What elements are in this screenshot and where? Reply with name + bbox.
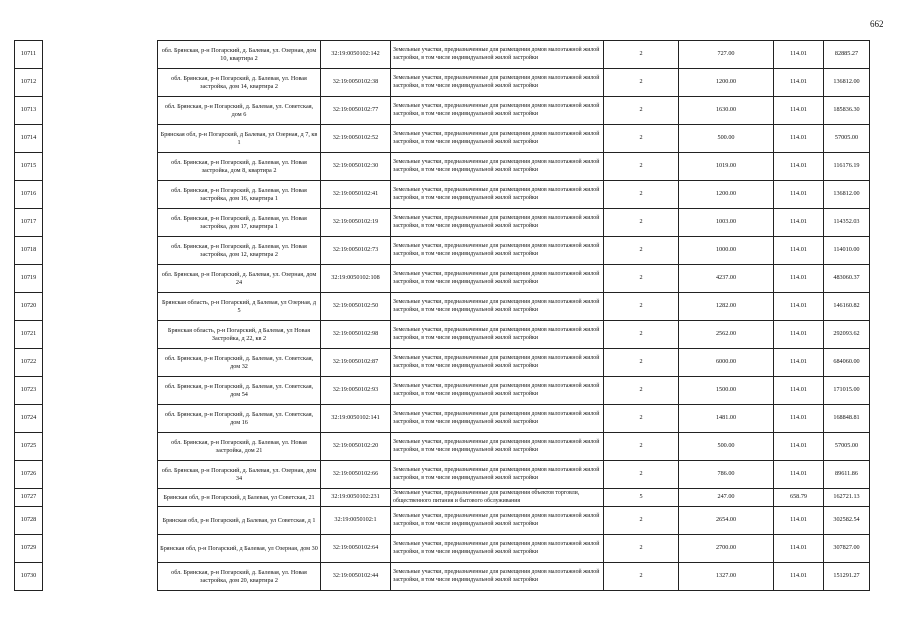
area-cell: 1200.00 [679, 181, 774, 209]
land-purpose-cell: Земельные участки, предназначенные для размещения домов малоэтажной жилой застройки, в том числе индивидуальной жилой застройки [391, 265, 604, 293]
land-purpose-cell: Земельные участки, предназначенные для размещения домов малоэтажной жилой застройки, в том числе индивидуальной жилой застройки [391, 125, 604, 153]
specific-value-cell: 114.01 [774, 377, 824, 405]
gap-cell [43, 433, 158, 461]
cadastral-number-cell: 32:19:0050102:73 [321, 237, 391, 265]
table-row [15, 237, 870, 265]
address-cell: Брянская обл, р-н Погарский, д Балевая, ул Советская, 21 [158, 489, 321, 507]
purpose-code-cell: 2 [604, 293, 679, 321]
gap-cell [43, 377, 158, 405]
area-cell: 727.00 [679, 41, 774, 69]
address-cell: обл. Брянская, р-н Погарский, д. Балевая, ул. Озерная, дом 10, квартира 2 [158, 41, 321, 69]
address-cell: обл. Брянская, р-н Погарский, д. Балевая, ул. Озерная, дом 24 [158, 265, 321, 293]
address-cell: обл. Брянская, р-н Погарский, д. Балевая, ул. Советская, дом 16 [158, 405, 321, 433]
specific-value-cell: 114.01 [774, 97, 824, 125]
area-cell: 1500.00 [679, 377, 774, 405]
specific-value-cell: 114.01 [774, 293, 824, 321]
cadastral-value-cell: 116176.19 [824, 153, 870, 181]
area-cell: 1282.00 [679, 293, 774, 321]
cadastral-value-cell: 185836.30 [824, 97, 870, 125]
gap-cell [43, 265, 158, 293]
address-cell: обл. Брянская, р-н Погарский, д. Балевая, ул. Новая застройка, дом 21 [158, 433, 321, 461]
address-cell: обл. Брянская, р-н Погарский, д. Балевая, ул. Новая застройка, дом 20, квартира 2 [158, 563, 321, 591]
land-purpose-cell: Земельные участки, предназначенные для размещения домов малоэтажной жилой застройки, в том числе индивидуальной жилой застройки [391, 97, 604, 125]
cadastral-number-cell: 32:19:0050102:44 [321, 563, 391, 591]
table-row [15, 321, 870, 349]
specific-value-cell: 114.01 [774, 321, 824, 349]
land-purpose-cell: Земельные участки, предназначенные для размещения домов малоэтажной жилой застройки, в том числе индивидуальной жилой застройки [391, 535, 604, 563]
purpose-code-cell: 2 [604, 181, 679, 209]
table-row [15, 265, 870, 293]
address-cell: Брянская область, р-н Погарский, д Балевая, ул Новая Застройка, д 22, кв 2 [158, 321, 321, 349]
cadastral-value-cell: 114010.00 [824, 237, 870, 265]
cadastral-value-cell: 307827.00 [824, 535, 870, 563]
gap-cell [43, 507, 158, 535]
address-cell: Брянская обл, р-н Погарский, д Балевая, ул Советская, д 1 [158, 507, 321, 535]
land-purpose-cell: Земельные участки, предназначенные для размещения домов малоэтажной жилой застройки, в том числе индивидуальной жилой застройки [391, 433, 604, 461]
land-purpose-cell: Земельные участки, предназначенные для размещения домов малоэтажной жилой застройки, в том числе индивидуальной жилой застройки [391, 41, 604, 69]
specific-value-cell: 114.01 [774, 265, 824, 293]
row-number-cell: 10716 [15, 181, 43, 209]
page-number: 662 [870, 19, 884, 29]
specific-value-cell: 114.01 [774, 405, 824, 433]
cadastral-number-cell: 32:19:0050102:52 [321, 125, 391, 153]
table-body [15, 41, 870, 591]
cadastral-number-cell: 32:19:0050102:231 [321, 489, 391, 507]
row-number-cell: 10727 [15, 489, 43, 507]
purpose-code-cell: 2 [604, 237, 679, 265]
row-number-cell: 10728 [15, 507, 43, 535]
table-row [15, 209, 870, 237]
cadastral-number-cell: 32:19:0050102:141 [321, 405, 391, 433]
area-cell: 4237.00 [679, 265, 774, 293]
purpose-code-cell: 5 [604, 489, 679, 507]
gap-cell [43, 461, 158, 489]
cadastral-number-cell: 32:19:0050102:66 [321, 461, 391, 489]
table-row [15, 377, 870, 405]
specific-value-cell: 114.01 [774, 125, 824, 153]
cadastral-value-cell: 292093.62 [824, 321, 870, 349]
area-cell: 786.00 [679, 461, 774, 489]
area-cell: 6000.00 [679, 349, 774, 377]
cadastral-value-cell: 146160.82 [824, 293, 870, 321]
row-number-cell: 10720 [15, 293, 43, 321]
area-cell: 1003.00 [679, 209, 774, 237]
land-purpose-cell: Земельные участки, предназначенные для размещения домов малоэтажной жилой застройки, в том числе индивидуальной жилой застройки [391, 209, 604, 237]
row-number-cell: 10719 [15, 265, 43, 293]
row-number-cell: 10715 [15, 153, 43, 181]
purpose-code-cell: 2 [604, 563, 679, 591]
land-purpose-cell: Земельные участки, предназначенные для размещения домов малоэтажной жилой застройки, в том числе индивидуальной жилой застройки [391, 377, 604, 405]
table-row [15, 181, 870, 209]
cadastral-number-cell: 32:19:0050102:142 [321, 41, 391, 69]
area-cell: 1000.00 [679, 237, 774, 265]
purpose-code-cell: 2 [604, 125, 679, 153]
land-purpose-cell: Земельные участки, предназначенные для размещения домов малоэтажной жилой застройки, в том числе индивидуальной жилой застройки [391, 237, 604, 265]
cadastral-value-cell: 114352.03 [824, 209, 870, 237]
area-cell: 1200.00 [679, 69, 774, 97]
table-row [15, 41, 870, 69]
gap-cell [43, 41, 158, 69]
table-row [15, 563, 870, 591]
table-row [15, 405, 870, 433]
cadastral-number-cell: 32:19:0050102:98 [321, 321, 391, 349]
purpose-code-cell: 2 [604, 535, 679, 563]
cadastral-value-cell: 162721.13 [824, 489, 870, 507]
table-row [15, 125, 870, 153]
purpose-code-cell: 2 [604, 97, 679, 125]
land-purpose-cell: Земельные участки, предназначенные для размещения домов малоэтажной жилой застройки, в том числе индивидуальной жилой застройки [391, 153, 604, 181]
specific-value-cell: 114.01 [774, 535, 824, 563]
gap-cell [43, 535, 158, 563]
table-row [15, 535, 870, 563]
row-number-cell: 10714 [15, 125, 43, 153]
cadastral-value-cell: 136812.00 [824, 181, 870, 209]
purpose-code-cell: 2 [604, 405, 679, 433]
address-cell: Брянская обл, р-н Погарский, д Балевая, ул Озерная, д 7, кв 1 [158, 125, 321, 153]
row-number-cell: 10722 [15, 349, 43, 377]
area-cell: 2654.00 [679, 507, 774, 535]
area-cell: 1481.00 [679, 405, 774, 433]
gap-cell [43, 97, 158, 125]
purpose-code-cell: 2 [604, 153, 679, 181]
cadastral-value-cell: 136812.00 [824, 69, 870, 97]
specific-value-cell: 114.01 [774, 41, 824, 69]
cadastral-number-cell: 32:19:0050102:64 [321, 535, 391, 563]
cadastral-number-cell: 32:19:0050102:77 [321, 97, 391, 125]
purpose-code-cell: 2 [604, 69, 679, 97]
gap-cell [43, 405, 158, 433]
purpose-code-cell: 2 [604, 41, 679, 69]
purpose-code-cell: 2 [604, 461, 679, 489]
table-row [15, 97, 870, 125]
row-number-cell: 10717 [15, 209, 43, 237]
address-cell: обл. Брянская, р-н Погарский, д. Балевая, ул. Советская, дом 54 [158, 377, 321, 405]
specific-value-cell: 114.01 [774, 433, 824, 461]
cadastral-value-cell: 82885.27 [824, 41, 870, 69]
cadastral-number-cell: 32:19:0050102:93 [321, 377, 391, 405]
row-number-cell: 10713 [15, 97, 43, 125]
land-purpose-cell: Земельные участки, предназначенные для размещения домов малоэтажной жилой застройки, в том числе индивидуальной жилой застройки [391, 507, 604, 535]
cadastral-value-cell: 151291.27 [824, 563, 870, 591]
gap-cell [43, 349, 158, 377]
row-number-cell: 10718 [15, 237, 43, 265]
land-purpose-cell: Земельные участки, предназначенные для размещения объектов торговли, общественного питания и бытового обслуживания [391, 489, 604, 507]
gap-cell [43, 293, 158, 321]
land-purpose-cell: Земельные участки, предназначенные для размещения домов малоэтажной жилой застройки, в том числе индивидуальной жилой застройки [391, 181, 604, 209]
gap-cell [43, 563, 158, 591]
cadastral-number-cell: 32:19:0050102:1 [321, 507, 391, 535]
cadastral-number-cell: 32:19:0050102:19 [321, 209, 391, 237]
cadastral-number-cell: 32:19:0050102:108 [321, 265, 391, 293]
area-cell: 1327.00 [679, 563, 774, 591]
specific-value-cell: 114.01 [774, 153, 824, 181]
table-row [15, 433, 870, 461]
land-purpose-cell: Земельные участки, предназначенные для размещения домов малоэтажной жилой застройки, в том числе индивидуальной жилой застройки [391, 461, 604, 489]
cadastral-value-cell: 89611.86 [824, 461, 870, 489]
specific-value-cell: 114.01 [774, 69, 824, 97]
area-cell: 247.00 [679, 489, 774, 507]
cadastral-number-cell: 32:19:0050102:50 [321, 293, 391, 321]
address-cell: обл. Брянская, р-н Погарский, д. Балевая, ул. Новая застройка, дом 12, квартира 2 [158, 237, 321, 265]
row-number-cell: 10723 [15, 377, 43, 405]
land-purpose-cell: Земельные участки, предназначенные для размещения домов малоэтажной жилой застройки, в том числе индивидуальной жилой застройки [391, 69, 604, 97]
table-row [15, 489, 870, 507]
purpose-code-cell: 2 [604, 507, 679, 535]
land-purpose-cell: Земельные участки, предназначенные для размещения домов малоэтажной жилой застройки, в том числе индивидуальной жилой застройки [391, 563, 604, 591]
specific-value-cell: 114.01 [774, 181, 824, 209]
row-number-cell: 10724 [15, 405, 43, 433]
area-cell: 500.00 [679, 433, 774, 461]
specific-value-cell: 114.01 [774, 507, 824, 535]
specific-value-cell: 114.01 [774, 209, 824, 237]
area-cell: 500.00 [679, 125, 774, 153]
cadastral-number-cell: 32:19:0050102:20 [321, 433, 391, 461]
purpose-code-cell: 2 [604, 321, 679, 349]
table-row [15, 461, 870, 489]
area-cell: 2700.00 [679, 535, 774, 563]
cadastral-value-cell: 57005.00 [824, 125, 870, 153]
area-cell: 1019.00 [679, 153, 774, 181]
row-number-cell: 10729 [15, 535, 43, 563]
address-cell: обл. Брянская, р-н Погарский, д. Балевая, ул. Новая застройка, дом 16, квартира 1 [158, 181, 321, 209]
row-number-cell: 10711 [15, 41, 43, 69]
gap-cell [43, 209, 158, 237]
row-number-cell: 10721 [15, 321, 43, 349]
land-purpose-cell: Земельные участки, предназначенные для размещения домов малоэтажной жилой застройки, в том числе индивидуальной жилой застройки [391, 405, 604, 433]
gap-cell [43, 69, 158, 97]
table-row [15, 153, 870, 181]
gap-cell [43, 125, 158, 153]
address-cell: обл. Брянская, р-н Погарский, д. Балевая, ул. Советская, дом 32 [158, 349, 321, 377]
address-cell: Брянская область, р-н Погарский, д Балевая, ул Озерная, д 5 [158, 293, 321, 321]
cadastral-number-cell: 32:19:0050102:87 [321, 349, 391, 377]
purpose-code-cell: 2 [604, 265, 679, 293]
address-cell: обл. Брянская, р-н Погарский, д. Балевая, ул. Новая застройка, дом 14, квартира 2 [158, 69, 321, 97]
table-row [15, 69, 870, 97]
land-purpose-cell: Земельные участки, предназначенные для размещения домов малоэтажной жилой застройки, в том числе индивидуальной жилой застройки [391, 293, 604, 321]
address-cell: обл. Брянская, р-н Погарский, д. Балевая, ул. Новая застройка, дом 17, квартира 1 [158, 209, 321, 237]
address-cell: Брянская обл, р-н Погарский, д Балевая, ул Озерная, дом 30 [158, 535, 321, 563]
purpose-code-cell: 2 [604, 433, 679, 461]
gap-cell [43, 237, 158, 265]
cadastral-number-cell: 32:19:0050102:41 [321, 181, 391, 209]
cadastral-value-cell: 302582.54 [824, 507, 870, 535]
specific-value-cell: 114.01 [774, 237, 824, 265]
purpose-code-cell: 2 [604, 209, 679, 237]
specific-value-cell: 114.01 [774, 461, 824, 489]
address-cell: обл. Брянская, р-н Погарский, д. Балевая, ул. Новая застройка, дом 8, квартира 2 [158, 153, 321, 181]
cadastral-value-cell: 57005.00 [824, 433, 870, 461]
land-purpose-cell: Земельные участки, предназначенные для размещения домов малоэтажной жилой застройки, в том числе индивидуальной жилой застройки [391, 349, 604, 377]
specific-value-cell: 658.79 [774, 489, 824, 507]
row-number-cell: 10726 [15, 461, 43, 489]
gap-cell [43, 321, 158, 349]
cadastral-value-cell: 483060.37 [824, 265, 870, 293]
gap-cell [43, 181, 158, 209]
area-cell: 1630.00 [679, 97, 774, 125]
cadastral-value-table [14, 40, 870, 591]
address-cell: обл. Брянская, р-н Погарский, д. Балевая, ул. Озерная, дом 34 [158, 461, 321, 489]
gap-cell [43, 489, 158, 507]
row-number-cell: 10730 [15, 563, 43, 591]
row-number-cell: 10712 [15, 69, 43, 97]
purpose-code-cell: 2 [604, 349, 679, 377]
address-cell: обл. Брянская, р-н Погарский, д. Балевая, ул. Советская, дом 6 [158, 97, 321, 125]
cadastral-number-cell: 32:19:0050102:30 [321, 153, 391, 181]
table-row [15, 349, 870, 377]
land-purpose-cell: Земельные участки, предназначенные для размещения домов малоэтажной жилой застройки, в том числе индивидуальной жилой застройки [391, 321, 604, 349]
table-row [15, 507, 870, 535]
cadastral-value-cell: 168848.81 [824, 405, 870, 433]
cadastral-value-cell: 684060.00 [824, 349, 870, 377]
specific-value-cell: 114.01 [774, 349, 824, 377]
cadastral-number-cell: 32:19:0050102:38 [321, 69, 391, 97]
gap-cell [43, 153, 158, 181]
cadastral-value-cell: 171015.00 [824, 377, 870, 405]
purpose-code-cell: 2 [604, 377, 679, 405]
specific-value-cell: 114.01 [774, 563, 824, 591]
row-number-cell: 10725 [15, 433, 43, 461]
table-row [15, 293, 870, 321]
area-cell: 2562.00 [679, 321, 774, 349]
